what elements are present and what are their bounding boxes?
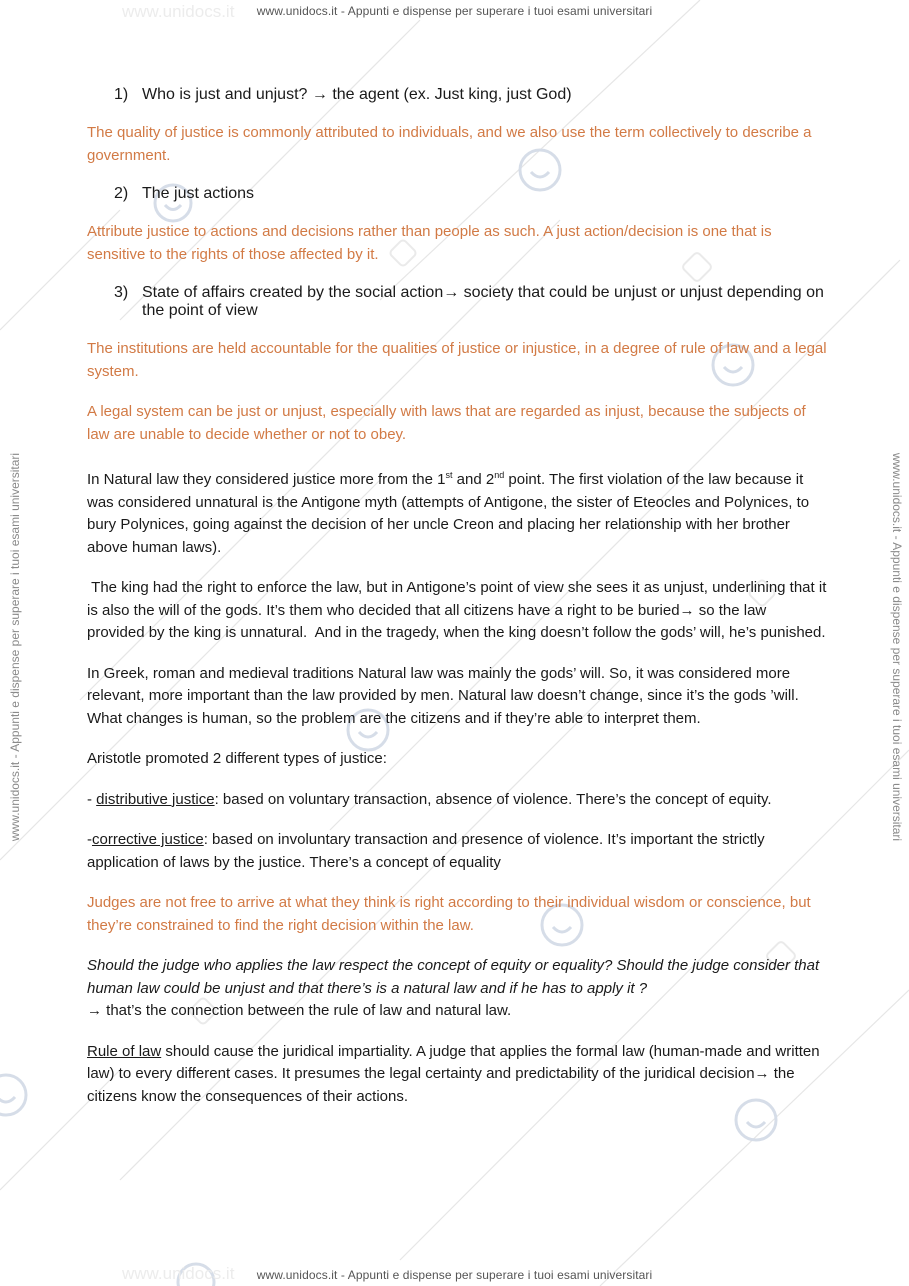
text-run: - bbox=[87, 831, 92, 848]
text-run: should cause the juridical impartiality. A judge that applies the formal law (human-made and written law) to every different cases. It presumes the legal certainty and predictability of the juridical decision→ the citizens know the consequences of their actions. bbox=[87, 1042, 820, 1105]
paragraph: In Greek, roman and medieval traditions Natural law was mainly the gods’ will. So, it was considered more relevant, more important than the law provided by men. Natural law doesn’t change, since it’s the gods ’will. What changes is human, so the problem are the citizens and if they’re able to interpret them. bbox=[87, 664, 799, 727]
text-run: point. The first violation of the law because it was considered unnatural is the Antigone myth (attempts of Antigone, the sister of Eteocles and Polynices, to bury Polynices, going against the decision of her uncle Creon and placing her relationship with her brother above human laws). bbox=[87, 471, 810, 556]
italic-question: Should the judge who applies the law respect the concept of equity or equality? Should the judge consider that human law could be unjust and that there’s is a natural law and if he has to apply it ? bbox=[87, 957, 820, 997]
text-run: → that’s the connection between the rule of law and natural law. bbox=[87, 1002, 512, 1019]
ghost-watermark: www.unidocs.it bbox=[122, 2, 235, 21]
text-run: : based on voluntary transaction, absence of violence. There’s the concept of equity. bbox=[214, 790, 772, 808]
document-body bbox=[87, 86, 831, 1108]
list-text: Who is just and unjust? → the agent (ex. Just king, just God) bbox=[142, 86, 572, 103]
list-item bbox=[114, 284, 827, 320]
paragraph: The king had the right to enforce the law, but in Antigone’s point of view she sees it as unjust, underlining that it is also the will of the gods. It’s them who decided that all citizens have a right to be buried→ so the law provided by the king is unnatural. And in the tragedy, when the king doesn’t follow the gods’ will, he’s punished. bbox=[87, 579, 831, 641]
underlined-term: Rule of law bbox=[87, 1042, 162, 1060]
list-text: State of affairs created by the social action→ society that could be unjust or unjust depending on the point of view bbox=[142, 284, 824, 319]
underlined-term: corrective justice bbox=[92, 831, 204, 848]
paragraph: Judges are not free to arrive at what they think is right according to their individual wisdom or conscience, but they’re constrained to find the right decision within the law. bbox=[87, 894, 811, 934]
list-number: 2) bbox=[114, 185, 129, 202]
list-number: 3) bbox=[114, 284, 129, 301]
text-run: : based on involuntary transaction and presence of violence. It’s important the strictly application of laws by the justice. There’s a concept of equality bbox=[87, 831, 765, 871]
right-side-watermark: www.unidocs.it - Appunti e dispense per superare i tuoi esami universitari bbox=[890, 452, 904, 842]
paragraph: Aristotle promoted 2 different types of justice: bbox=[87, 750, 387, 767]
paragraph bbox=[87, 829, 827, 874]
paragraph: Attribute justice to actions and decisions rather than people as such. A just action/decision is one that is sensitive to the rights of those affected by it. bbox=[87, 223, 772, 263]
text-run: In Natural law they considered justice more from the 1 bbox=[87, 471, 446, 488]
paragraph: The institutions are held accountable for the qualities of justice or injustice, in a degree of rule of law and a legal system. bbox=[87, 340, 827, 380]
text-run: - bbox=[87, 790, 97, 808]
superscript: nd bbox=[494, 470, 505, 480]
paragraph bbox=[87, 464, 827, 559]
list-item bbox=[114, 185, 827, 203]
paragraph bbox=[87, 789, 827, 812]
list-item bbox=[114, 86, 827, 104]
underlined-term: distributive justice bbox=[96, 790, 215, 808]
list-text: The just actions bbox=[142, 185, 255, 202]
list-number: 1) bbox=[114, 86, 129, 103]
footer-watermark: www.unidocs.it - Appunti e dispense per superare i tuoi esami universitari bbox=[256, 1268, 653, 1282]
paragraph bbox=[87, 1041, 827, 1109]
paragraph: A legal system can be just or unjust, especially with laws that are regarded as injust, because the subjects of law are unable to decide whether or not to obey. bbox=[87, 403, 806, 443]
left-side-watermark: www.unidocs.it - Appunti e dispense per superare i tuoi esami universitari bbox=[8, 452, 22, 842]
paragraph: The quality of justice is commonly attributed to individuals, and we also use the term collectively to describe a government. bbox=[87, 124, 812, 164]
superscript: st bbox=[445, 470, 453, 480]
paragraph bbox=[87, 955, 827, 1023]
text-run: and 2 bbox=[452, 471, 495, 488]
ghost-watermark: www.unidocs.it bbox=[122, 1264, 235, 1283]
header-watermark: www.unidocs.it - Appunti e dispense per superare i tuoi esami universitari bbox=[256, 4, 653, 18]
